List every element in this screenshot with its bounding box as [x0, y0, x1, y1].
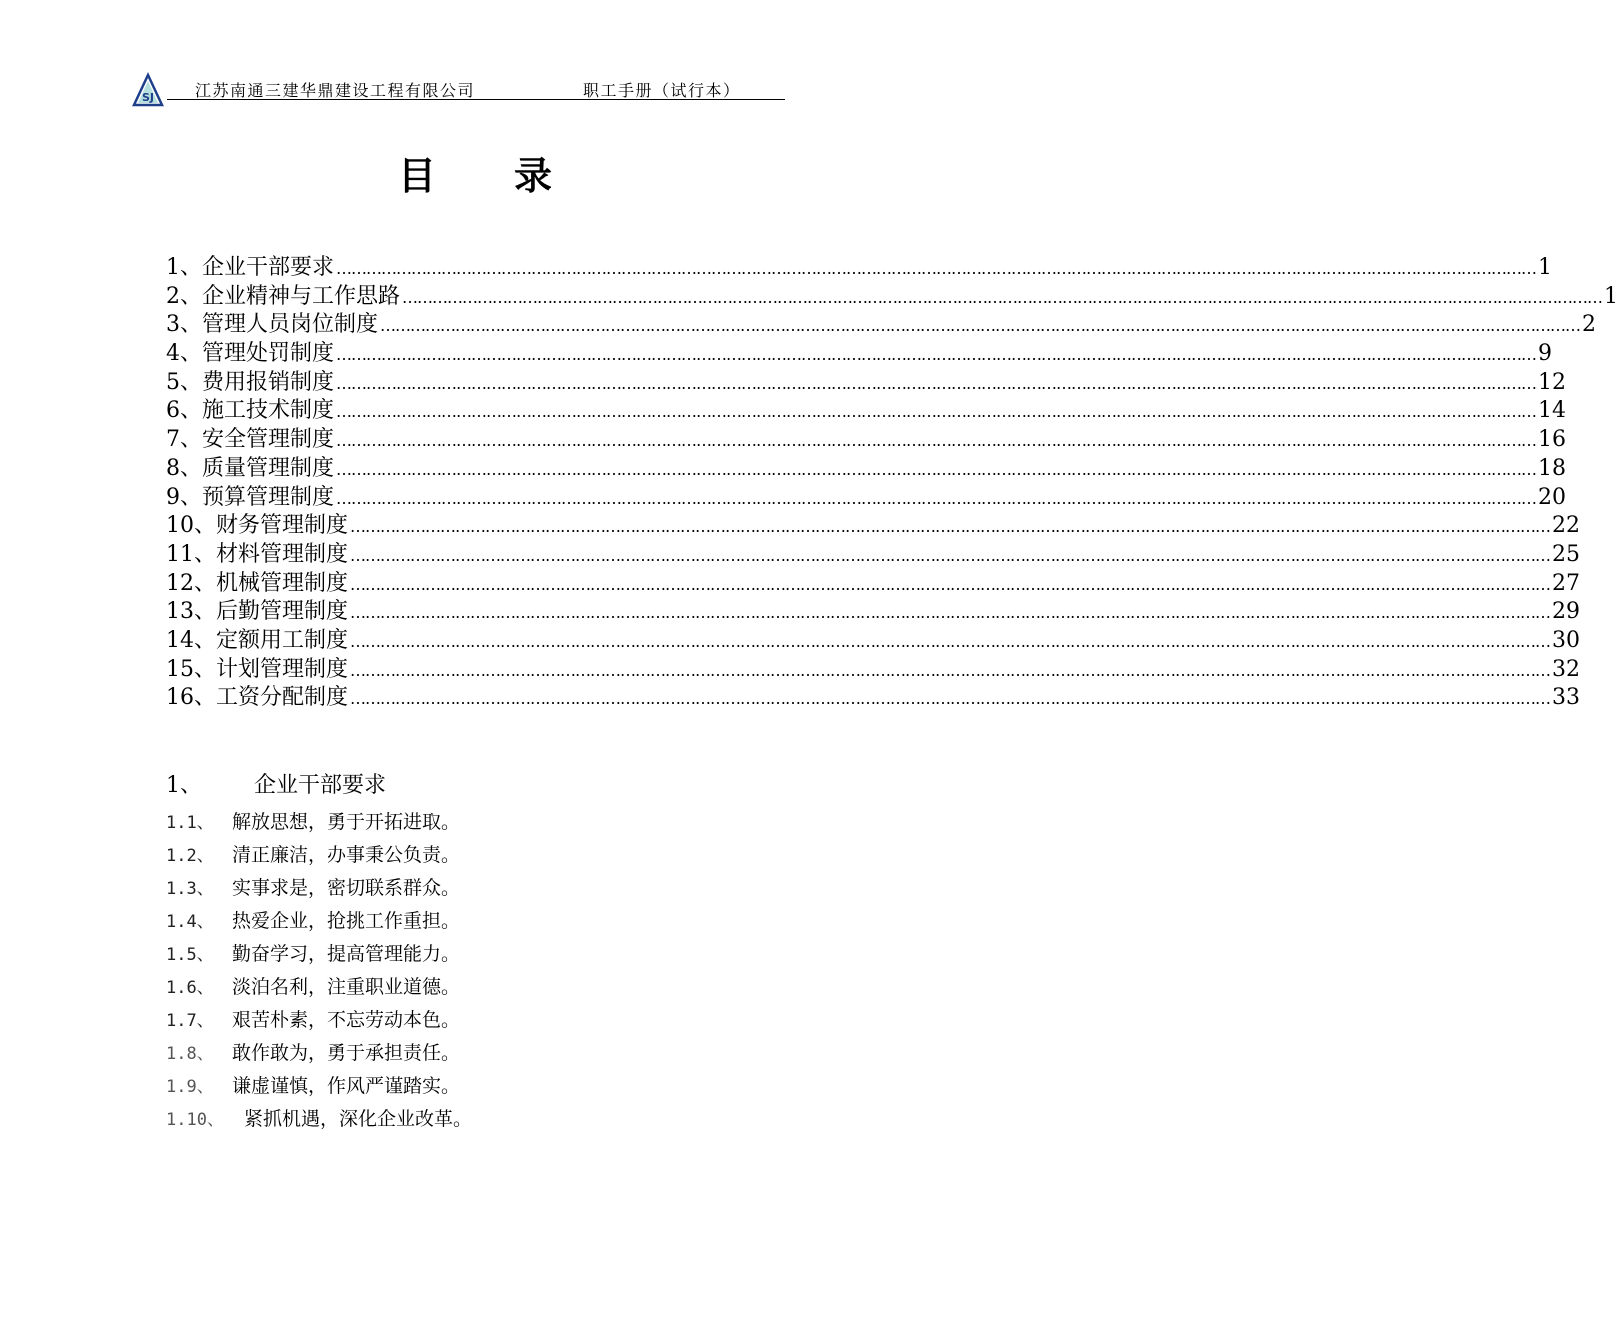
list-item	[166, 973, 472, 1006]
toc-entry[interactable]	[166, 369, 1567, 398]
page-title	[0, 145, 950, 200]
toc-dot-leader: ……………………………………………………………………………………………………………………………………………………………………………………………………………………	[336, 259, 1537, 278]
toc-entry-label: 管理处罚制度	[202, 341, 335, 367]
list-item	[166, 1039, 472, 1072]
toc-entry[interactable]	[166, 627, 1581, 656]
toc-entry-page: 14	[1538, 398, 1567, 424]
toc-entry[interactable]	[166, 426, 1567, 455]
toc-entry-number: 9、	[166, 484, 202, 510]
toc-entry-number: 2、	[166, 283, 202, 309]
title-char-1: 目	[397, 154, 436, 198]
toc-dot-leader: ……………………………………………………………………………………………………………………………………………………………………………………………………………………	[350, 660, 1551, 680]
toc-entry-number: 16、	[166, 685, 216, 711]
section-item-list	[166, 808, 472, 1138]
toc-dot-leader: ……………………………………………………………………………………………………………………………………………………………………………………………………………………	[350, 574, 1551, 594]
toc-entry-page: 25	[1552, 541, 1581, 567]
toc-entry[interactable]	[166, 684, 1581, 713]
toc-entry-page: 18	[1538, 455, 1567, 481]
toc-entry-number: 1、	[166, 255, 202, 280]
list-item-text: 紧抓机遇，深化企业改革。	[244, 1108, 473, 1130]
toc-dot-leader: ……………………………………………………………………………………………………………………………………………………………………………………………………………………	[350, 545, 1551, 565]
toc-entry[interactable]	[166, 512, 1581, 541]
toc-entry-number: 7、	[166, 427, 202, 453]
section-number: 1、	[166, 773, 202, 798]
toc-entry-page: 32	[1552, 656, 1581, 682]
list-item-text: 谦虚谨慎，作风严谨踏实。	[232, 1075, 461, 1097]
toc-entry-number: 4、	[166, 341, 202, 367]
toc-dot-leader: ……………………………………………………………………………………………………………………………………………………………………………………………………………………	[336, 459, 1537, 479]
toc-dot-leader: ……………………………………………………………………………………………………………………………………………………………………………………………………………………	[380, 316, 1581, 336]
list-item-text: 解放思想，勇于开拓进取。	[232, 811, 461, 833]
toc-entry-label: 安全管理制度	[202, 427, 335, 453]
list-item-text: 艰苦朴素，不忘劳动本色。	[232, 1009, 461, 1031]
toc-dot-leader: ……………………………………………………………………………………………………………………………………………………………………………………………………………………	[350, 689, 1551, 709]
toc-dot-leader: ……………………………………………………………………………………………………………………………………………………………………………………………………………………	[402, 287, 1603, 307]
page-header	[133, 72, 785, 108]
toc-dot-leader: ……………………………………………………………………………………………………………………………………………………………………………………………………………………	[336, 431, 1537, 451]
list-item	[166, 874, 472, 907]
list-item-number: 1.3、	[166, 879, 214, 899]
toc-entry-page: 9	[1538, 341, 1553, 367]
toc-dot-leader: ……………………………………………………………………………………………………………………………………………………………………………………………………………………	[350, 603, 1551, 623]
toc-entry-page: 33	[1552, 685, 1581, 711]
list-item-number: 1.9、	[166, 1077, 214, 1097]
toc-entry-number: 12、	[166, 570, 216, 596]
toc-entry-number: 11、	[166, 541, 216, 567]
list-item	[166, 1072, 472, 1105]
toc-entry-number: 14、	[166, 627, 216, 653]
toc-dot-leader: ……………………………………………………………………………………………………………………………………………………………………………………………………………………	[350, 631, 1551, 651]
list-item-text: 实事求是，密切联系群众。	[232, 877, 461, 899]
toc-entry-label: 企业精神与工作思路	[202, 283, 401, 309]
list-item-number: 1.6、	[166, 978, 214, 998]
toc-entry-page: 1	[1604, 283, 1618, 309]
list-item-number: 1.2、	[166, 846, 214, 866]
toc-entry-label: 企业干部要求	[202, 255, 335, 280]
toc-entry-label: 后勤管理制度	[216, 599, 349, 625]
list-item	[166, 841, 472, 874]
toc-entry-number: 8、	[166, 455, 202, 481]
list-item-text: 清正廉洁，办事秉公负责。	[232, 844, 461, 866]
list-item-text: 淡泊名利，注重职业道德。	[232, 976, 461, 998]
toc-entry-page: 27	[1552, 570, 1581, 596]
toc-entry-label: 机械管理制度	[216, 570, 349, 596]
list-item	[166, 808, 472, 841]
toc-entry-label: 预算管理制度	[202, 484, 335, 510]
toc-dot-leader: ……………………………………………………………………………………………………………………………………………………………………………………………………………………	[350, 517, 1551, 537]
table-of-contents	[166, 254, 1618, 713]
toc-entry-label: 质量管理制度	[202, 455, 335, 481]
toc-entry-page: 20	[1538, 484, 1567, 510]
toc-dot-leader: ……………………………………………………………………………………………………………………………………………………………………………………………………………………	[336, 373, 1537, 393]
toc-entry[interactable]	[166, 254, 1553, 283]
toc-entry[interactable]	[166, 570, 1581, 599]
toc-entry-number: 15、	[166, 656, 216, 682]
header-company-name: 江苏南通三建华鼎建设工程有限公司	[195, 81, 476, 100]
list-item	[166, 1006, 472, 1039]
list-item-text: 勤奋学习，提高管理能力。	[232, 943, 461, 965]
toc-entry-label: 计划管理制度	[216, 656, 349, 682]
toc-entry-number: 5、	[166, 369, 202, 395]
toc-entry-label: 财务管理制度	[216, 513, 349, 539]
toc-entry-label: 管理人员岗位制度	[202, 312, 379, 338]
list-item-number: 1.4、	[166, 912, 214, 932]
toc-entry-label: 定额用工制度	[216, 627, 349, 653]
list-item-text: 敢作敢为，勇于承担责任。	[232, 1042, 461, 1064]
title-char-2: 录	[514, 154, 553, 198]
header-manual-title: 职工手册（试行本）	[583, 81, 741, 100]
list-item-number: 1.5、	[166, 945, 214, 965]
toc-dot-leader: ……………………………………………………………………………………………………………………………………………………………………………………………………………………	[336, 488, 1537, 508]
list-item-number: 1.10、	[166, 1110, 224, 1130]
list-item	[166, 1105, 472, 1138]
toc-entry-page: 30	[1552, 627, 1581, 653]
toc-entry-page: 1	[1538, 255, 1553, 280]
toc-dot-leader: ……………………………………………………………………………………………………………………………………………………………………………………………………………………	[336, 345, 1537, 365]
toc-entry[interactable]	[166, 340, 1553, 369]
toc-entry[interactable]	[166, 311, 1597, 340]
toc-entry[interactable]	[166, 656, 1581, 685]
list-item-number: 1.7、	[166, 1011, 214, 1031]
toc-entry-page: 29	[1552, 599, 1581, 625]
toc-entry-page: 2	[1582, 312, 1597, 338]
toc-entry-label: 材料管理制度	[216, 541, 349, 567]
toc-entry-number: 3、	[166, 312, 202, 338]
company-logo-icon	[133, 74, 163, 106]
toc-entry[interactable]	[166, 541, 1581, 570]
toc-entry-number: 13、	[166, 599, 216, 625]
toc-entry-page: 22	[1552, 513, 1581, 539]
svg-text:SJ: SJ	[141, 91, 155, 104]
header-divider	[167, 99, 785, 100]
toc-entry-number: 10、	[166, 513, 216, 539]
section-title: 企业干部要求	[254, 773, 387, 798]
toc-entry[interactable]	[166, 283, 1618, 312]
list-item	[166, 940, 472, 973]
list-item-number: 1.1、	[166, 813, 214, 833]
list-item	[166, 907, 472, 940]
section-heading	[166, 768, 386, 799]
toc-entry[interactable]	[166, 397, 1567, 426]
toc-entry-page: 12	[1538, 369, 1567, 395]
toc-entry[interactable]	[166, 598, 1581, 627]
toc-entry-label: 施工技术制度	[202, 398, 335, 424]
toc-entry[interactable]	[166, 484, 1567, 513]
list-item-number: 1.8、	[166, 1044, 214, 1064]
toc-entry-label: 费用报销制度	[202, 369, 335, 395]
toc-entry-label: 工资分配制度	[216, 685, 349, 711]
toc-entry[interactable]	[166, 455, 1567, 484]
list-item-text: 热爱企业，抢挑工作重担。	[232, 910, 461, 932]
toc-entry-number: 6、	[166, 398, 202, 424]
toc-dot-leader: ……………………………………………………………………………………………………………………………………………………………………………………………………………………	[336, 402, 1537, 422]
toc-entry-page: 16	[1538, 427, 1567, 453]
